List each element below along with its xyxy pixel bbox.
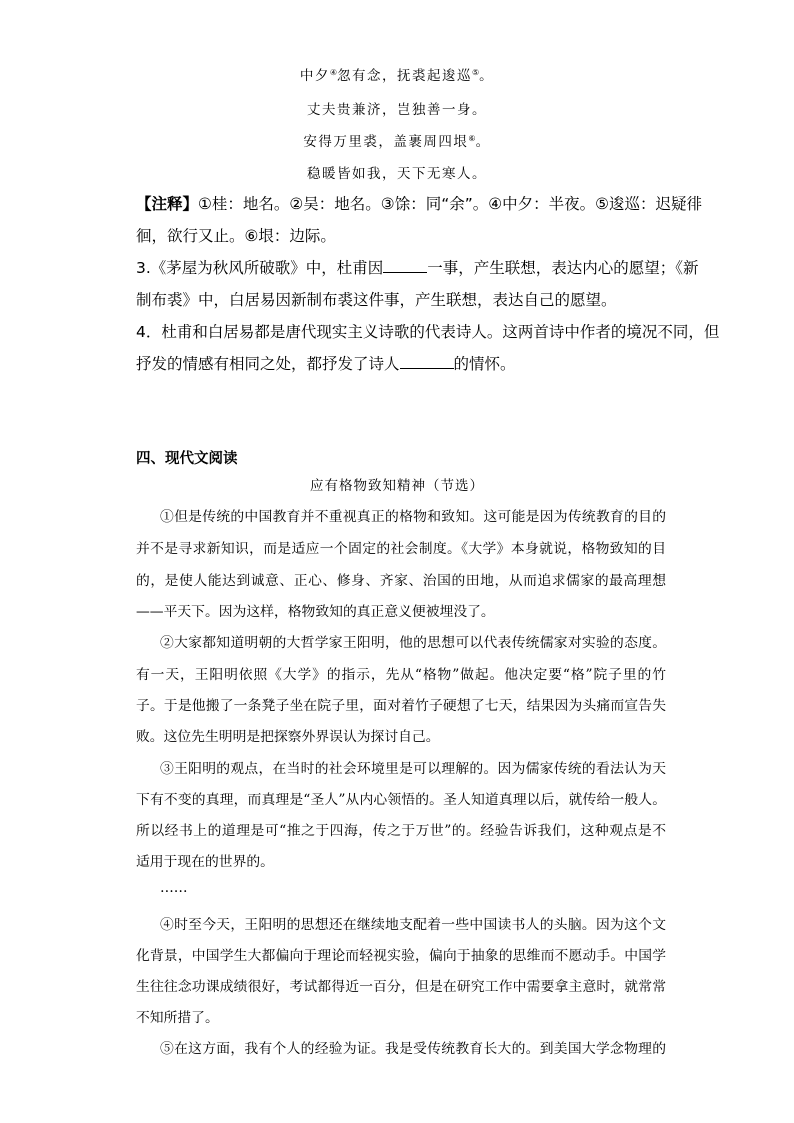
poem-line-3: 安得万里裘，盖裹周四垠⑥。 (303, 134, 491, 150)
poem-line-2: 丈夫贵兼济，岂独善一身。 (307, 102, 487, 118)
paragraph-1-line-2: 并不是寻求新知识，而是适应一个固定的社会制度。《大学》本身就说，格物致知的目 (136, 541, 666, 557)
paragraph-1-line-1: ①但是传统的中国教育并不重视真正的格物和致知。这可能是因为传统教育的目的 (160, 509, 666, 525)
question-4-line-1: 4．杜甫和白居易都是唐代现实主义诗歌的代表诗人。这两首诗中作者的境况不同，但 (136, 323, 720, 341)
poem-line-1: 中夕④忽有念，抚裘起逡巡⑤。 (299, 68, 495, 84)
poem-line-4: 稳暖皆如我，天下无寒人。 (307, 166, 487, 182)
question-4-line-2: 抒发的情感有相同之处，都抒发了诗人 的情怀。 (136, 355, 516, 373)
answer-blank-1[interactable] (383, 258, 427, 273)
paragraph-2-line-4: 败。这位先生明明是把探察外界误认为探讨自己。 (136, 729, 440, 745)
paragraph-1-line-4: ——平天下。因为这样，格物致知的真正意义便被埋没了。 (136, 604, 495, 620)
ellipsis: …… (160, 880, 188, 896)
annotation-line-1: 【注释】①桂：地名。②吴：地名。③馀：同“余”。④中夕：半夜。⑤逡巡：迟疑徘 (136, 195, 703, 213)
article-title: 应有格物致知精神（节选） (310, 478, 484, 494)
paragraph-4-line-2: 化背景，中国学生大都偏向于理论而轻视实验，偏向于抽象的思维而不愿动手。中国学 (136, 948, 666, 964)
paragraph-4-line-4: 不知所措了。 (136, 1010, 219, 1026)
paragraph-3-line-4: 适用于现在的世界的。 (136, 854, 274, 870)
paragraph-5-line-1: ⑤在这方面，我有个人的经验为证。我是受传统教育长大的。到美国大学念物理的 (160, 1041, 666, 1057)
paragraph-3-line-3: 所以经书上的道理是可“推之于四海，传之于万世”的。经验告诉我们，这种观点是不 (136, 823, 666, 839)
paragraph-4-line-1: ④时至今天，王阳明的思想还在继续地支配着一些中国读书人的头脑。因为这个文 (160, 917, 666, 933)
paragraph-3-line-2: 下有不变的真理，而真理是“圣人”从内心领悟的。圣人知道真理以后，就传给一般人。 (136, 792, 666, 808)
paragraph-2-line-3: 子。于是他搬了一条凳子坐在院子里，面对着竹子硬想了七天，结果因为头痛而宣告失 (136, 698, 666, 714)
paragraph-4-line-3: 生往往念功课成绩很好，考试都得近一百分，但是在研究工作中需要拿主意时，就常常 (136, 979, 666, 995)
section-heading: 四、现代文阅读 (136, 451, 238, 467)
annotation-line-2: 徊，欲行又止。⑥垠：边际。 (136, 227, 336, 245)
question-3-line-1: 3.《茅屋为秋风所破歌》中，杜甫因 一事，产生联想，表达内心的愿望；《新 (136, 259, 699, 277)
question-3-line-2: 制布裘》中，白居易因新制布裘这件事，产生联想，表达自己的愿望。 (136, 291, 617, 309)
paragraph-2-line-2: 有一天，王阳明依照《大学》的指示，先从“格物”做起。他决定要“格”院子里的竹 (136, 667, 666, 683)
answer-blank-2[interactable] (400, 354, 454, 369)
paragraph-3-line-1: ③王阳明的观点，在当时的社会环境里是可以理解的。因为儒家传统的看法认为天 (160, 761, 666, 777)
paragraph-2-line-1: ②大家都知道明朝的大哲学家王阳明，他的思想可以代表传统儒家对实验的态度。 (160, 635, 666, 651)
paragraph-1-line-3: 的，是使人能达到诚意、正心、修身、齐家、治国的田地，从而追求儒家的最高理想 (136, 573, 666, 589)
